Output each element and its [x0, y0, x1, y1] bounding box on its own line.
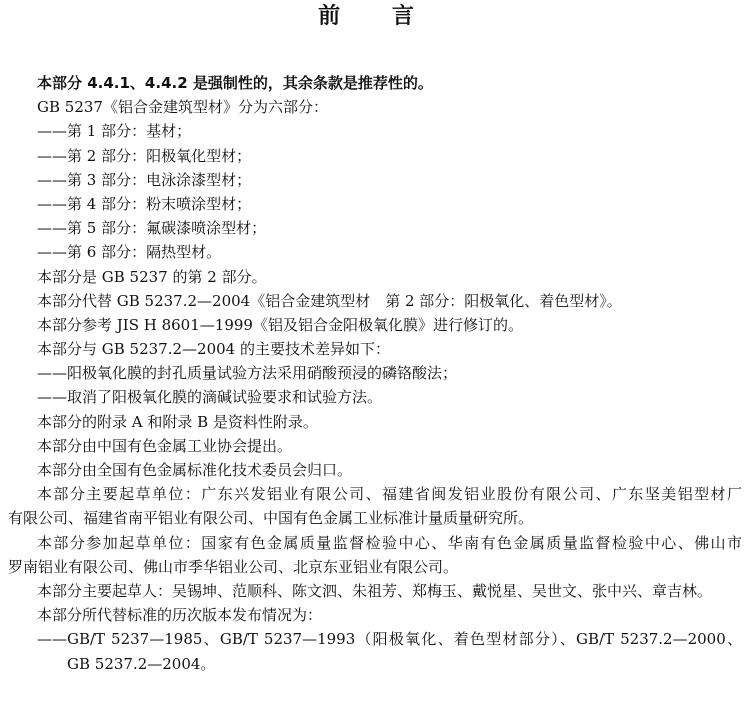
paragraph-line: 本部分主要起草人：吴锡坤、范顺科、陈文泗、朱祖芳、郑梅玉、戴悦星、吴世文、张中兴、章吉林。 [37, 581, 713, 600]
paragraph-line: 本部分所代替标准的历次版本发布情况为： [37, 606, 323, 625]
list-item: ——第 4 部分：粉末喷涂型材； [37, 194, 252, 213]
paragraph-continuation-line: 罗南铝业有限公司、佛山市季华铝业公司、北京东亚铝业有限公司。 [8, 557, 459, 576]
page-title: 前 言 [318, 4, 436, 29]
list-item: ——GB/T 5237—1985、GB/T 5237—1993（阳极氧化、着色型材部分）、GB/T 5237.2—2000、 [37, 630, 742, 649]
list-item: ——第 5 部分：氟碳漆喷涂型材； [37, 219, 267, 238]
mandatory-clause-line: 本部分 4.4.1、4.4.2 是强制性的，其余条款是推荐性的。 [37, 74, 433, 92]
list-item: ——第 3 部分：电泳涂漆型材； [37, 170, 252, 189]
paragraph-line: 本部分参考 JIS H 8601—1999《铝及铝合金阳极氧化膜》进行修订的。 [37, 315, 523, 334]
list-item: ——取消了阳极氧化膜的滴碱试验要求和试验方法。 [37, 388, 383, 407]
paragraph-line: 本部分的附录 A 和附录 B 是资料性附录。 [37, 412, 318, 431]
paragraph-line: 本部分代替 GB 5237.2—2004《铝合金建筑型材 第 2 部分：阳极氧化、着色型材》。 [37, 291, 622, 310]
paragraph-line: 本部分参加起草单位：国家有色金属质量监督检验中心、华南有色金属质量监督检验中心、佛山市 [37, 533, 742, 552]
paragraph-line: 本部分由中国有色金属工业协会提出。 [37, 436, 293, 455]
list-item: ——阳极氧化膜的封孔质量试验方法采用硝酸预浸的磷铬酸法； [37, 364, 458, 383]
paragraph-line: 本部分与 GB 5237.2—2004 的主要技术差异如下： [37, 340, 390, 359]
paragraph-line: GB 5237《铝合金建筑型材》分为六部分： [37, 98, 328, 117]
list-item: ——第 1 部分：基材； [37, 122, 192, 141]
paragraph-line: 本部分主要起草单位：广东兴发铝业有限公司、福建省闽发铝业股份有限公司、广东坚美铝型材厂 [37, 485, 742, 504]
preface-body [0, 71, 754, 676]
paragraph-line: 本部分由全国有色金属标准化技术委员会归口。 [37, 461, 353, 479]
list-item: ——第 2 部分：阳极氧化型材； [37, 146, 252, 165]
list-item: ——第 6 部分：隔热型材。 [37, 243, 222, 262]
paragraph-line: 本部分是 GB 5237 的第 2 部分。 [37, 267, 267, 286]
list-item-continuation: GB 5237.2—2004。 [67, 654, 216, 673]
paragraph-continuation-line: 有限公司、福建省南平铝业有限公司、中国有色金属工业标准计量质量研究所。 [8, 509, 534, 528]
